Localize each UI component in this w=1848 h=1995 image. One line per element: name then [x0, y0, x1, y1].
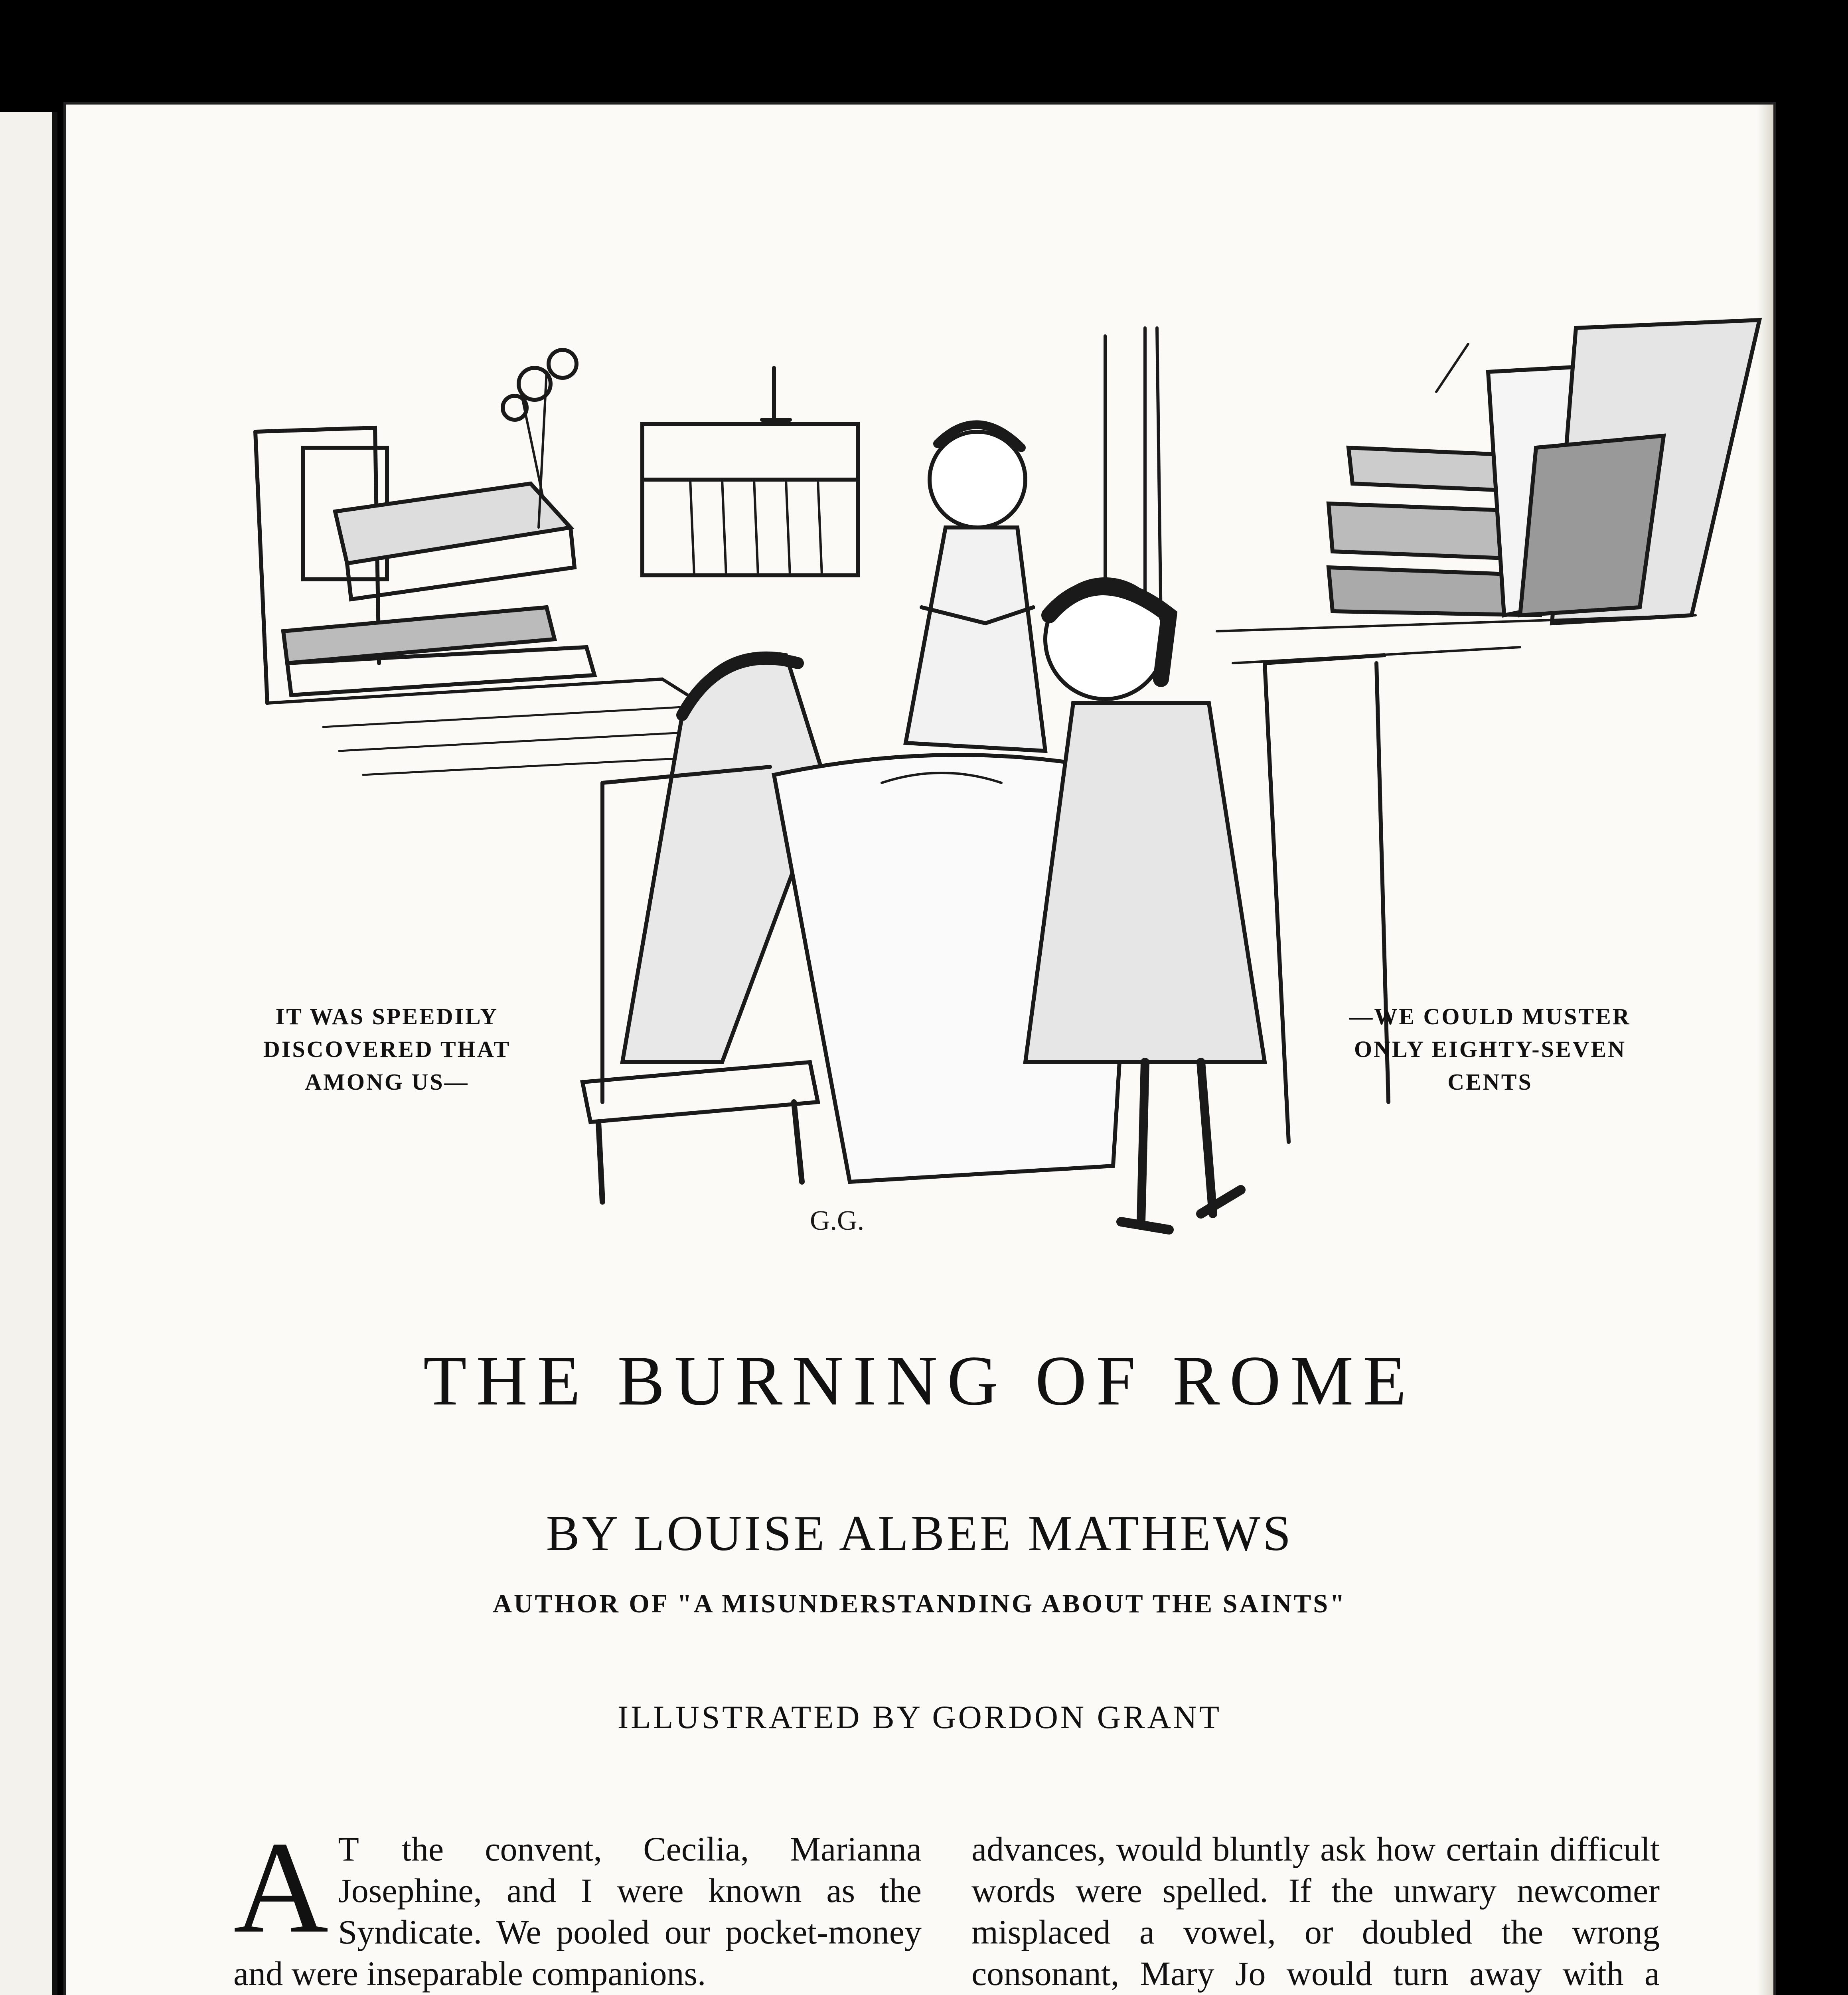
text-column-left [233, 1815, 922, 1995]
illustration [243, 304, 1771, 1286]
author-credit: AUTHOR OF "A MISUNDERSTANDING ABOUT THE SAINTS" [493, 1589, 1347, 1618]
left-page-edge [0, 112, 57, 1995]
magazine-page [66, 105, 1773, 1995]
article-title: THE BURNING OF ROME [423, 1341, 1416, 1420]
paragraph: advances, would bluntly ask how certain difficult words were spelled. If the unwary newcomer misplaced a vowel, or doubled the wrong consonant, Mary Jo would turn away with a [971, 1830, 1660, 1993]
text-column-right [971, 1828, 1660, 1995]
byline: BY LOUISE ALBEE MATHEWS [546, 1506, 1293, 1561]
caption-left: IT WAS SPEEDILY DISCOVERED THAT AMONG US— [263, 1003, 511, 1095]
first-word-rest: T [338, 1830, 361, 1868]
illustration-drawing [243, 304, 1771, 1286]
illustration-signature: G.G. [810, 1205, 865, 1236]
paragraph-text: the convent, Cecilia, Marianna Josephine, and I were known as the Syndicate. We pooled our pocket-money and were inseparable companions. [233, 1830, 922, 1993]
caption-right: —WE COULD MUSTER ONLY EIGHTY-SEVEN CENTS [1349, 1003, 1631, 1095]
illustrator-credit: ILLUSTRATED BY GORDON GRANT [617, 1699, 1222, 1735]
drop-cap: A [233, 1815, 329, 1960]
paragraph [233, 1815, 922, 1994]
